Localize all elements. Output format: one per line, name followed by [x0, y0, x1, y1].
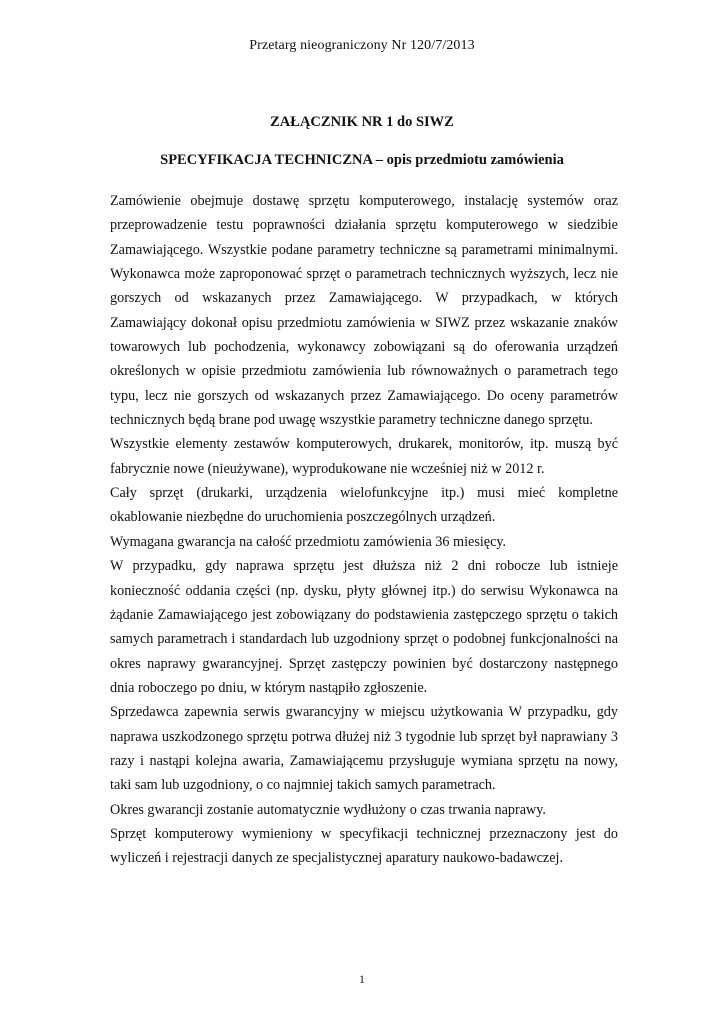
document-body [110, 189, 618, 871]
paragraph-replacement-equipment: W przypadku, gdy naprawa sprzętu jest dłuższa niż 2 dni robocze lub istnieje konieczność oddania części (np. dysku, płyty głównej itp.) do serwisu Wykonawca na żądanie Zamawiającego jest zobowiązany do podstawienia zastępczego sprzętu o takich samych parametrach i standardach lub uzgodniony sprzęt o podobnej funkcjonalności na okres naprawy gwarancyjnej. Sprzęt zastępczy powinien być dostarczony następnego dnia roboczego po dniu, w którym nastąpiło zgłoszenie. [110, 558, 618, 696]
page-number: 1 [359, 972, 365, 986]
paragraph-warranty-extension: Okres gwarancji zostanie automatycznie wydłużony o czas trwania naprawy. [110, 801, 546, 818]
attachment-title: ZAŁĄCZNIK NR 1 do SIWZ [270, 114, 454, 130]
paragraph-cabling: Cały sprzęt (drukarki, urządzenia wielofunkcyjne itp.) musi mieć kompletne okablowanie niezbędne do uruchomienia poszczególnych urządzeń. [110, 485, 618, 526]
running-header: Przetarg nieograniczony Nr 120/7/2013 [249, 38, 475, 53]
paragraph-scope: Zamówienie obejmuje dostawę sprzętu komputerowego, instalację systemów oraz przeprowadzenie testu poprawności działania sprzętu komputerowego w siedzibie Zamawiającego. Wszystkie podane parametry techniczne są parametrami minimalnymi. Wykonawca może zaproponować sprzęt o parametrach technicznych wyższych, lecz nie gorszych od wskazanych przez Zamawiającego. W przypadkach, w których Zamawiający dokonał opisu przedmiotu zamówienia w SIWZ przez wskazanie znaków towarowych lub pochodzenia, wykonawcy zobowiązani są do oferowania urządzeń określonych w opisie przedmiotu zamówienia lub równoważnych o parametrach tego typu, lecz nie gorszych od wskazanych przez Zamawiającego. Do oceny parametrów technicznych będą brane pod uwagę wszystkie parametry techniczne danego sprzętu. [110, 193, 618, 429]
paragraph-purpose: Sprzęt komputerowy wymieniony w specyfikacji technicznej przeznaczony jest do wyliczeń i rejestracji danych ze specjalistycznej aparatury naukowo-badawczej. [110, 825, 618, 867]
paragraph-warranty-service: Sprzedawca zapewnia serwis gwarancyjny w miejscu użytkowania W przypadku, gdy naprawa uszkodzonego sprzętu potrwa dłużej niż 3 tygodnie lub sprzęt był naprawiany 3 razy i nastąpi kolejna awaria, Zamawiającemu przysługuje wymiana sprzętu na nowy, taki sam lub uzgodniony, o co najmniej takich samych parametrach. [110, 704, 618, 794]
paragraph-warranty-period: Wymagana gwarancja na całość przedmiotu zamówienia 36 miesięcy. [110, 533, 507, 550]
specification-title: SPECYFIKACJA TECHNICZNA – opis przedmiotu zamówienia [160, 152, 564, 168]
paragraph-new-equipment: Wszystkie elementy zestawów komputerowych, drukarek, monitorów, itp. muszą być fabrycznie nowe (nieużywane), wyprodukowane nie wcześniej niż w 2012 r. [110, 436, 618, 477]
